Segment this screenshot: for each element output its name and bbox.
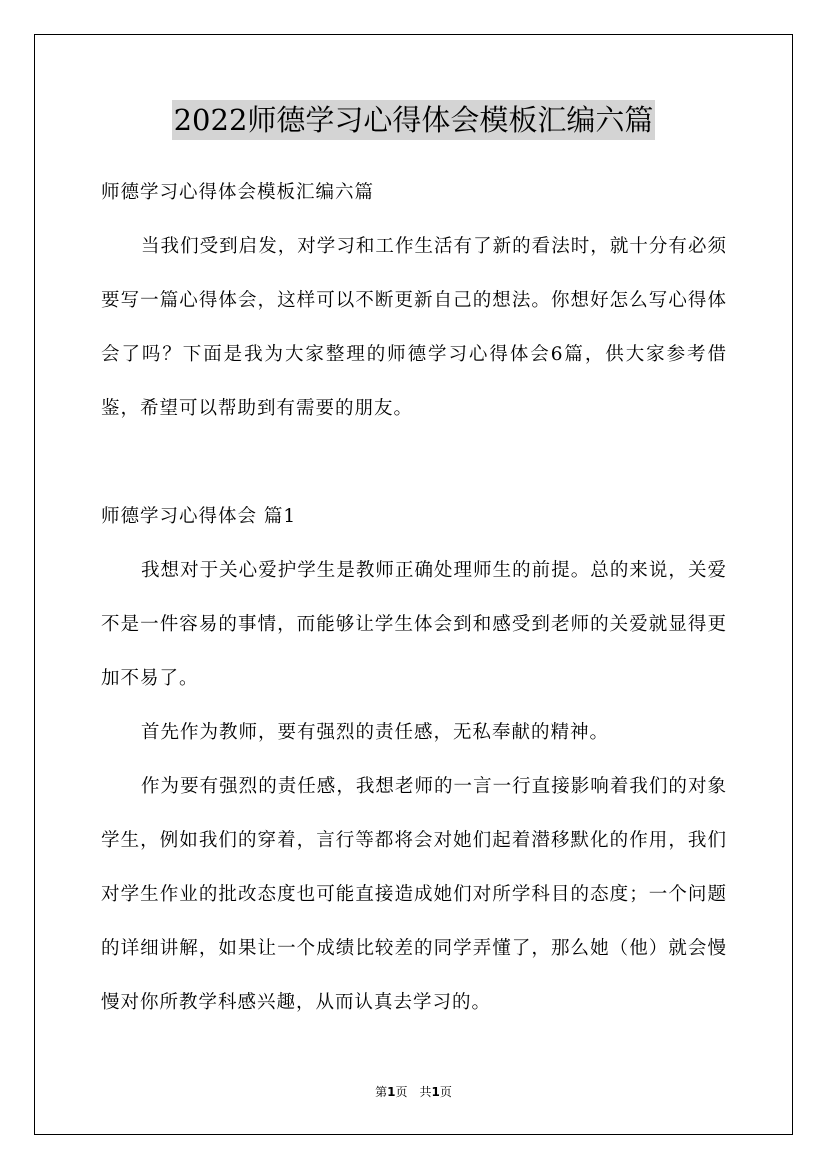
document-subtitle: 师德学习心得体会模板汇编六篇 [101, 182, 375, 203]
footer-page-suffix: 页 [395, 1085, 408, 1099]
body-paragraph-3: 作为要有强烈的责任感，我想老师的一言一行直接影响着我们的对象学生，例如我们的穿着，言行等都将会对她们起着潜移默化的作用，我们对学生作业的批改态度也可能直接造成她们对所学科目的态度；一个问题的详细讲解，如果让一个成绩比较差的同学弄懂了，那么她（他）就会慢慢对你所教学科感兴趣，从而认真去学习的。 [101, 776, 727, 1013]
footer-total-number: 1 [431, 1085, 440, 1099]
body-paragraph-2: 首先作为教师，要有强烈的责任感，无私奉献的精神。 [141, 722, 610, 743]
section-heading: 师德学习心得体会 篇1 [101, 506, 297, 527]
page-footer [0, 1084, 827, 1100]
body-paragraph-1: 我想对于关心爱护学生是教师正确处理师生的前提。总的来说，关爱不是一件容易的事情，而能够让学生体会到和感受到老师的关爱就显得更加不易了。 [101, 560, 727, 689]
intro-paragraph: 当我们受到启发，对学习和工作生活有了新的看法时，就十分有必须要写一篇心得体会，这样可以不断更新自己的想法。你想好怎么写心得体会了吗？下面是我为大家整理的师德学习心得体会6篇，供大家参考借鉴，希望可以帮助到有需要的朋友。 [101, 236, 727, 419]
footer-page-number: 1 [387, 1085, 396, 1099]
footer-total-prefix: 共 [419, 1085, 432, 1099]
footer-total-suffix: 页 [439, 1085, 452, 1099]
document-title: 2022师德学习心得体会模板汇编六篇 [172, 100, 656, 140]
footer-page-prefix: 第 [375, 1085, 388, 1099]
title-container [0, 100, 827, 140]
